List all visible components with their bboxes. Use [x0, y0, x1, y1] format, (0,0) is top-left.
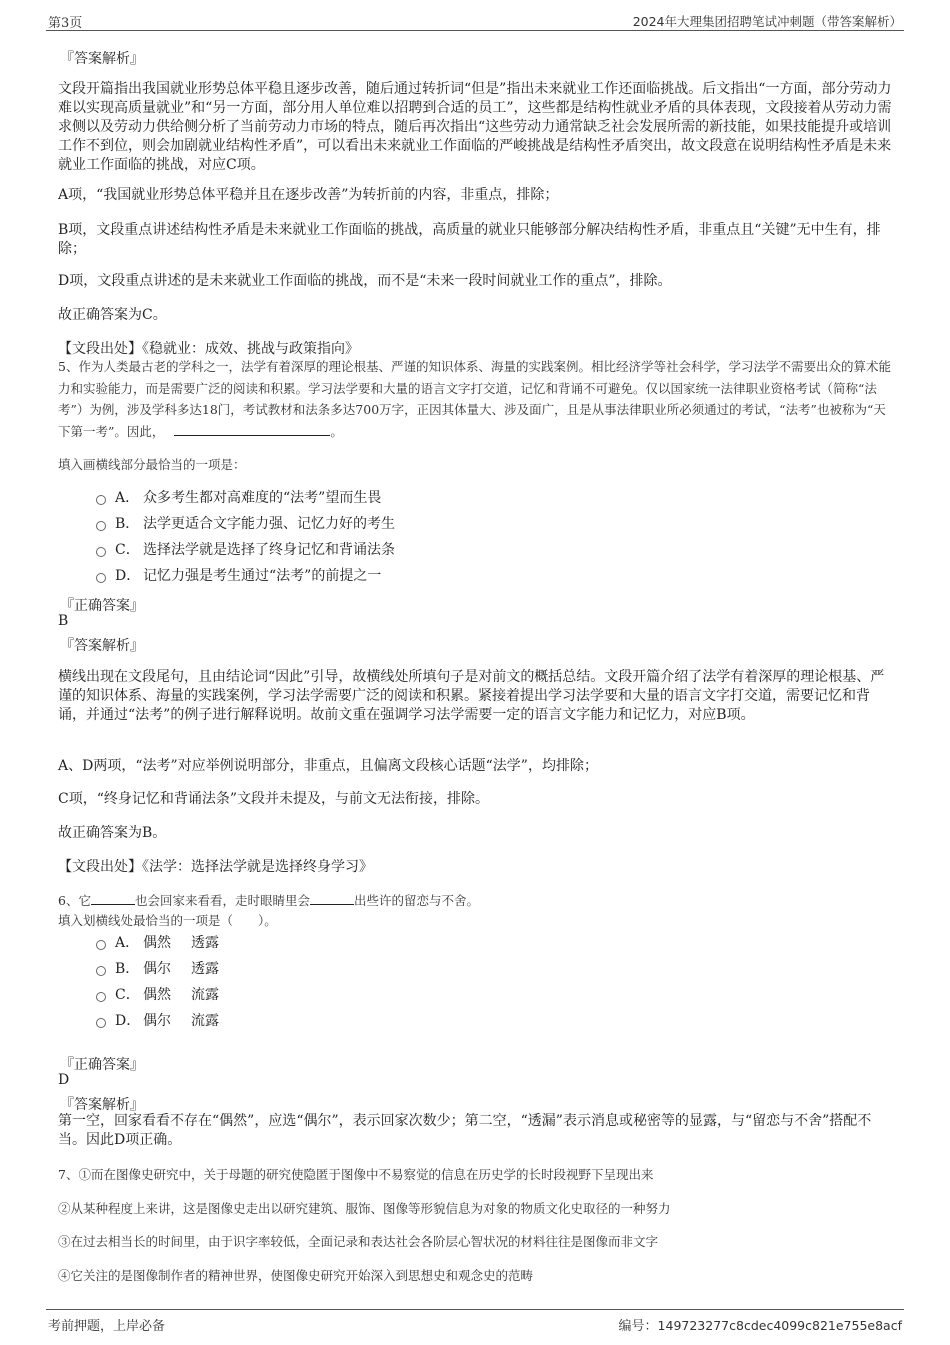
page-number: 第3页: [48, 16, 83, 31]
q5-conclusion: 故正确答案为B。: [58, 825, 167, 841]
q5-stem: [58, 356, 896, 442]
q5-option-c-note: C项，“终身记忆和背诵法条”文段并未提及，与前文无法衔接，排除。: [58, 791, 490, 807]
q5-option-b[interactable]: B． 法学更适合文字能力强、记忆力好的考生: [96, 514, 395, 534]
q6-option-b[interactable]: B． 偶尔 透露: [96, 959, 219, 979]
q7-sentence-3: ③在过去相当长的时间里，由于识字率较低，全面记录和表达社会各阶层心智状况的材料往往是图像而非文字: [58, 1234, 659, 1249]
document-code: 编号：149723277c8cdec4099c821e755e8acf: [618, 1318, 902, 1334]
radio-icon[interactable]: [96, 547, 106, 557]
q4-analysis-title: 『答案解析』: [60, 51, 144, 67]
q4-option-a-note: A项，“我国就业形势总体平稳并且在逐步改善”为转折前的内容，非重点，排除；: [58, 187, 559, 203]
radio-icon[interactable]: [96, 573, 106, 583]
q7-sentence-2: ②从某种程度上来讲，这是图像史走出以研究建筑、服饰、图像等形貌信息为对象的物质文化史取径的一种努力: [58, 1201, 671, 1216]
document-title: 2024年大理集团招聘笔试冲刺题（带答案解析）: [632, 14, 902, 29]
q6-blank-2: [310, 892, 354, 905]
q5-source: 【文段出处】《法学：选择法学就是选择终身学习》: [58, 859, 373, 875]
page-header: [46, 10, 904, 31]
q6-blank-1: [91, 892, 135, 905]
q5-correct-answer: B: [58, 613, 69, 629]
q5-stem-end: 。: [330, 423, 343, 439]
q6-analysis: 第一空，回家看看不存在“偶然”，应选“偶尔”，表示回家次数少；第二空，“透漏”表示消息或秘密等的显露，与“留恋与不舍”搭配不当。因此D项正确。: [58, 1113, 872, 1148]
q5-prompt: 填入画横线部分最恰当的一项是：: [58, 457, 246, 472]
q6-correct-title: 『正确答案』: [60, 1057, 144, 1073]
q4-conclusion: 故正确答案为C。: [58, 307, 167, 323]
q7-sentence-4: ④它关注的是图像制作者的精神世界，使图像史研究开始深入到思想史和观念史的范畴: [58, 1268, 534, 1283]
q5-option-a[interactable]: A． 众多考生都对高难度的“法考”望而生畏: [96, 488, 381, 508]
q5-stem-text: 5、作为人类最古老的学科之一，法学有着深厚的理论根基、严谨的知识体系、海量的实践案例。相比经济学等社会科学，学习法学不需要出众的算术能力和实验能力，而是需要广泛的阅读和积累。学习法学要和大量的语言文字打交道，记忆和背诵不可避免。仅以国家统一法律职业资格考试（简称“法考”）为例，涉及学科多达18门，考试教材和法条多达700万字，正因其体量大、涉及面广，且是从事法律职业所必须通过的考试，“法考”也被称为“天下第一考”。因此，: [58, 359, 891, 439]
q6-analysis-title: 『答案解析』: [60, 1097, 144, 1113]
radio-icon[interactable]: [96, 992, 106, 1002]
q4-source: 【文段出处】《稳就业：成效、挑战与政策指向》: [58, 341, 359, 357]
q5-option-d[interactable]: D． 记忆力强是考生通过“法考”的前提之一: [96, 566, 381, 586]
radio-icon[interactable]: [96, 521, 106, 531]
q5-blank: [174, 422, 330, 436]
radio-icon[interactable]: [96, 966, 106, 976]
q5-analysis-title: 『答案解析』: [60, 638, 144, 654]
q6-stem: 6、它 也会回家来看看，走时眼睛里会 出些许的留恋与不舍。: [58, 893, 479, 908]
q5-correct-title: 『正确答案』: [60, 598, 144, 614]
q7-sentence-1: 7、①而在图像史研究中，关于母题的研究使隐匿于图像中不易察觉的信息在历史学的长时段视野下呈现出来: [58, 1167, 654, 1182]
q4-analysis: 文段开篇指出我国就业形势总体平稳且逐步改善，随后通过转折词“但是”指出未来就业工作还面临挑战。后文指出“一方面，部分劳动力难以实现高质量就业”和“另一方面，部分用人单位难以招聘到合适的员工”，这些都是结构性就业矛盾的具体表现，文段接着从劳动力需求侧以及劳动力供给侧分析了当前劳动力市场的特点，随后再次指出“这些劳动力通常缺乏社会发展所需的新技能，如果技能提升或培训工作不到位，则会加剧就业结构性矛盾”，可以看出未来就业工作面临的严峻挑战是结构性矛盾突出，故文段意在说明结构性矛盾是未来就业工作面临的挑战，对应C项。: [58, 81, 892, 173]
radio-icon[interactable]: [96, 1018, 106, 1028]
q5-option-ad-note: A、D两项，“法考”对应举例说明部分，非重点，且偏离文段核心话题“法学”，均排除；: [58, 758, 598, 774]
q4-option-d-note: D项，文段重点讲述的是未来就业工作面临的挑战，而不是“未来一段时间就业工作的重点”，排除。: [58, 273, 672, 289]
q6-prompt: 填入划横线处最恰当的一项是（ ）。: [58, 913, 277, 928]
radio-icon[interactable]: [96, 940, 106, 950]
footer-slogan: 考前押题，上岸必备: [48, 1319, 166, 1334]
q4-option-b-note: B项，文段重点讲述结构性矛盾是未来就业工作面临的挑战，高质量的就业只能够部分解决结构性矛盾，非重点且“关键”无中生有，排除；: [58, 222, 881, 257]
q5-analysis: 横线出现在文段尾句，且由结论词“因此”引导，故横线处所填句子是对前文的概括总结。文段开篇介绍了法学有着深厚的理论根基、严谨的知识体系、海量的实践案例，学习法学需要广泛的阅读和积累。紧接着提出学习法学要和大量的语言文字打交道，需要记忆和背诵，并通过“法考”的例子进行解释说明。故前文重在强调学习法学需要一定的语言文字能力和记忆力，对应B项。: [58, 669, 885, 723]
q6-option-d[interactable]: D． 偶尔 流露: [96, 1011, 219, 1031]
q5-option-c[interactable]: C． 选择法学就是选择了终身记忆和背诵法条: [96, 540, 395, 560]
q6-correct-answer: D: [58, 1072, 70, 1088]
q6-option-c[interactable]: C． 偶然 流露: [96, 985, 219, 1005]
radio-icon[interactable]: [96, 495, 106, 505]
page-footer: [46, 1309, 904, 1336]
q6-option-a[interactable]: A． 偶然 透露: [96, 933, 219, 953]
